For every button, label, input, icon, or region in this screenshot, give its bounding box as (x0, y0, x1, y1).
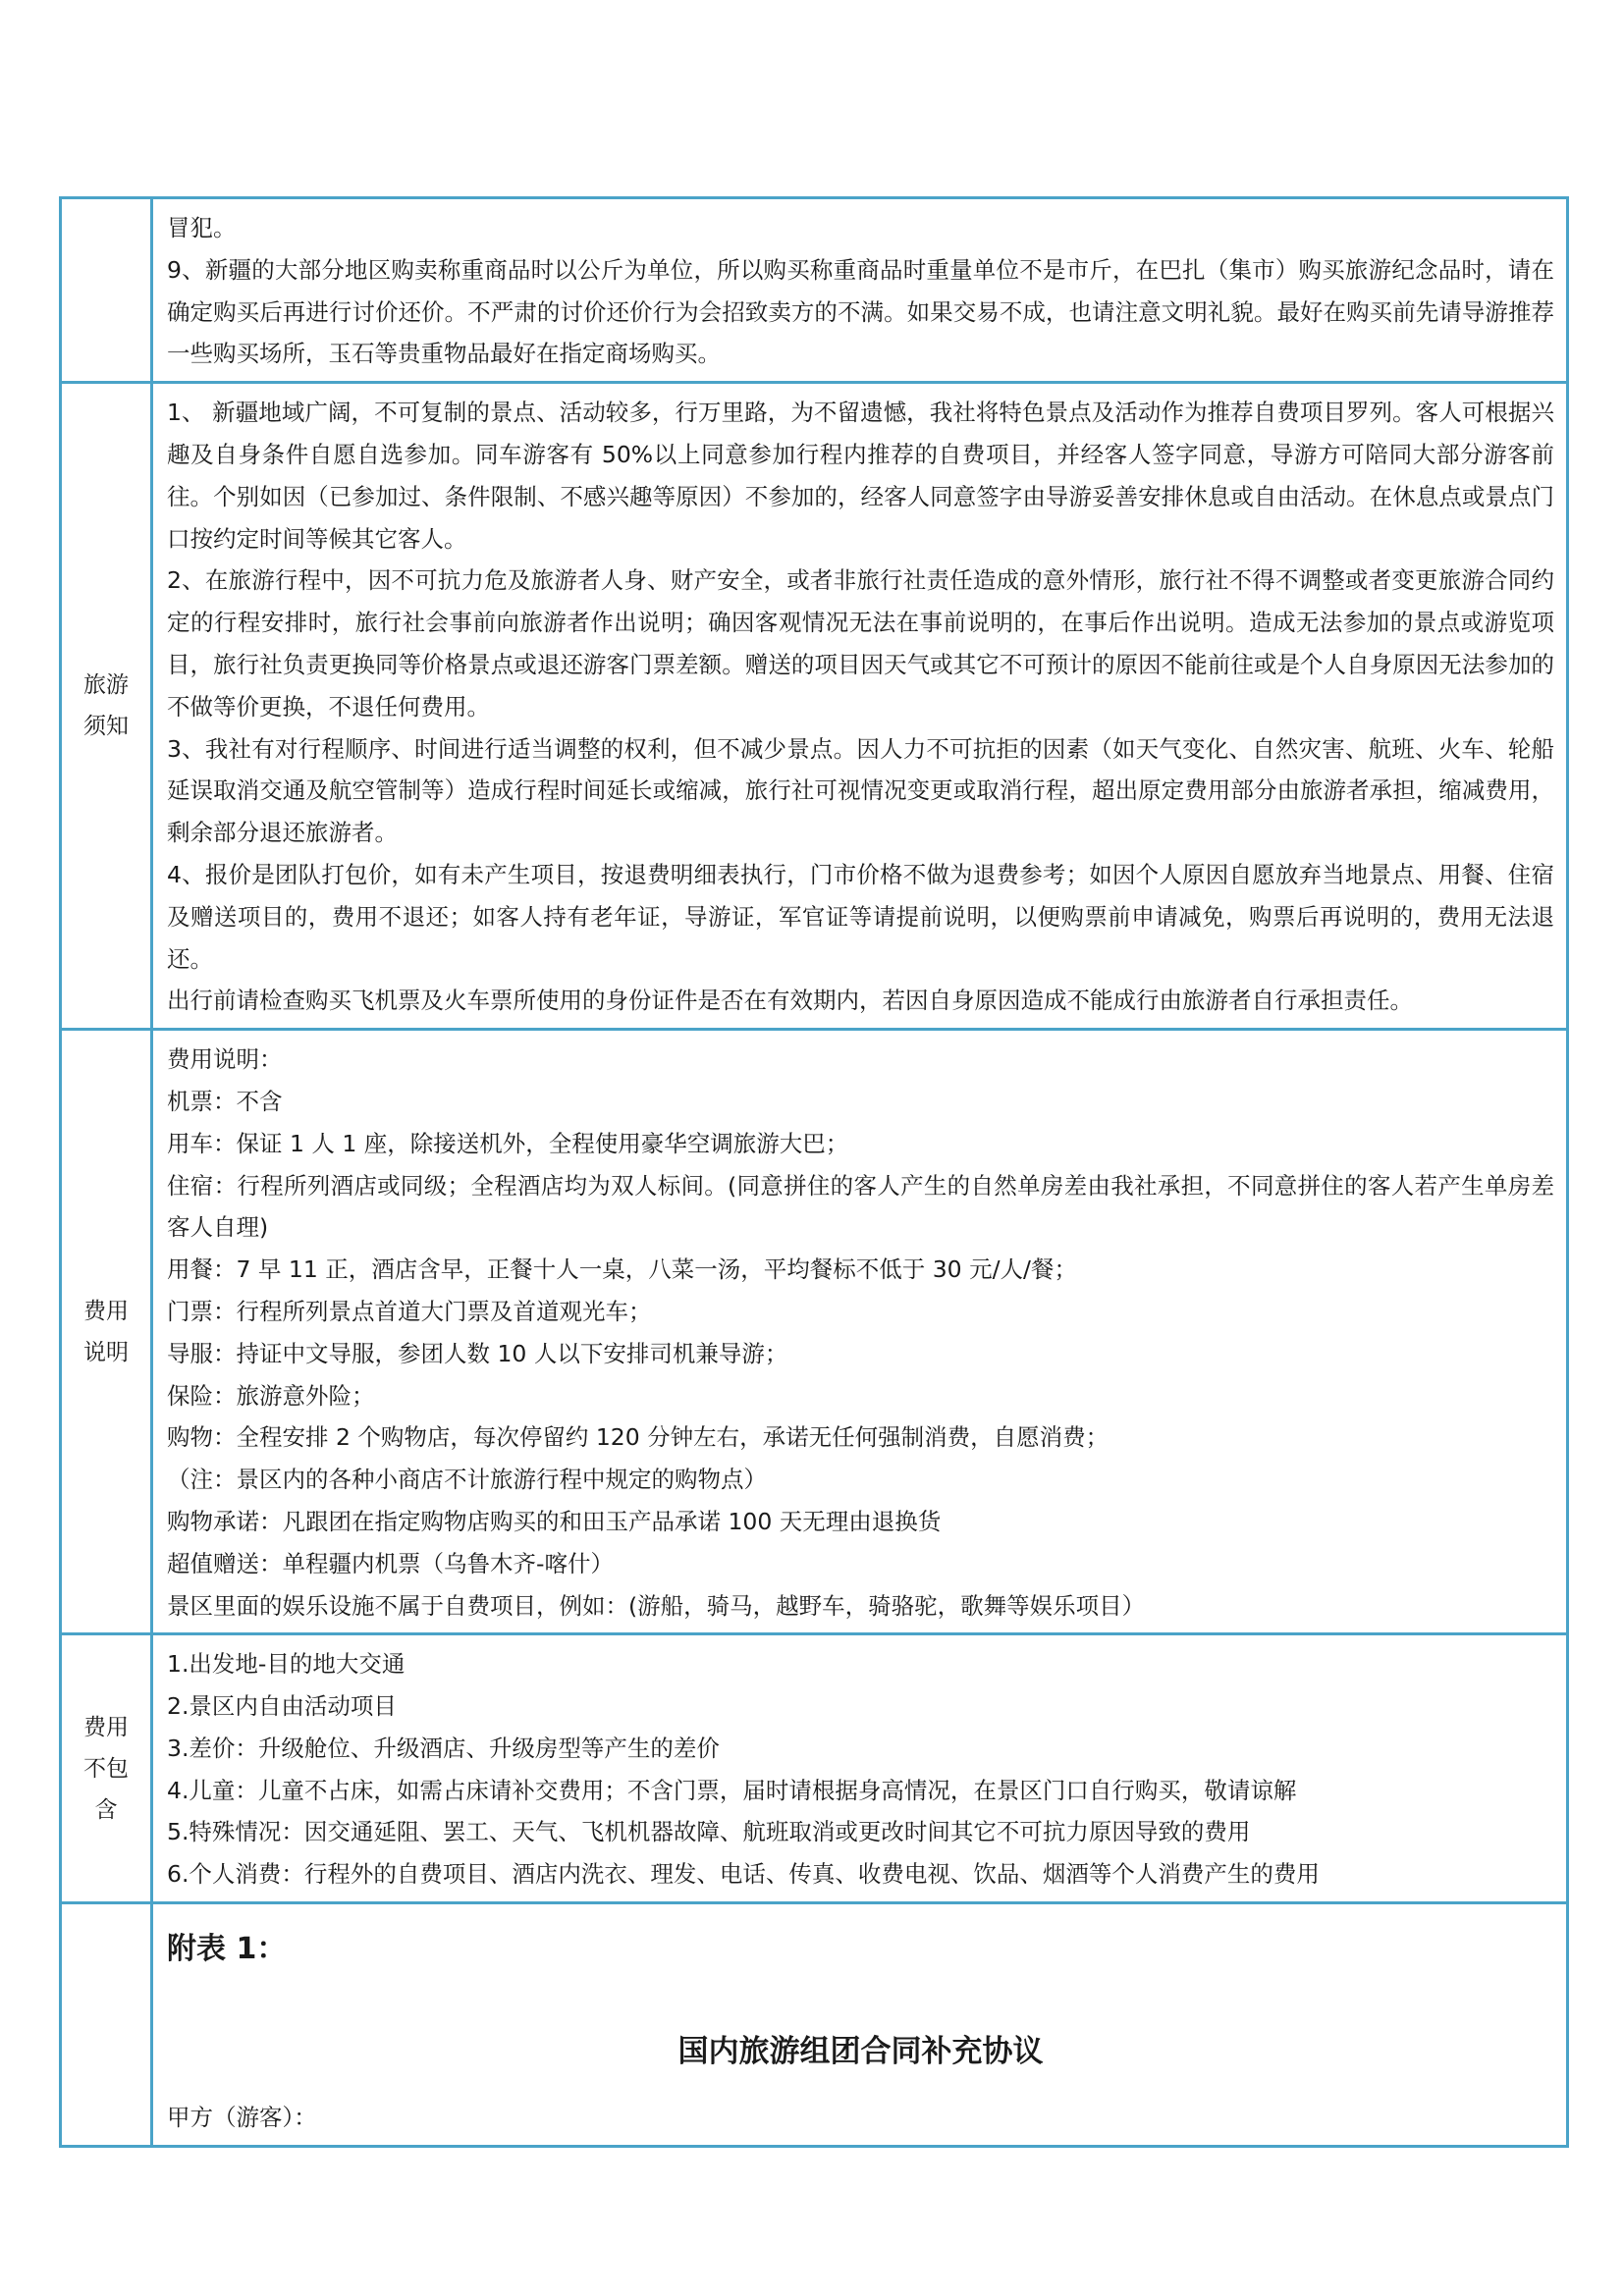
travel-notice-paragraph: 4、报价是团队打包价，如有未产生项目，按退费明细表执行，门市价格不做为退费参考；如因个人原因自愿放弃当地景点、用餐、住宿及赠送项目的，费用不退还；如客人持有老年证，导游证，军官证等请提前说明，以便购票前申请减免，购票后再说明的，费用无法退还。 (167, 860, 1554, 973)
fee-item: 门票：行程所列景点首道大门票及首道观光车； (167, 1297, 652, 1325)
row-label-line: 含 (94, 1796, 118, 1823)
continuation-content-cell (152, 198, 1568, 383)
row-label-line: 旅游 (83, 672, 129, 699)
excluded-item: 4.儿童：儿童不占床，如需占床请补交费用；不含门票，届时请根据身高情况，在景区门口自行购买，敬请谅解 (167, 1776, 1297, 1804)
row-label-line: 不包 (83, 1755, 129, 1782)
annex-label-cell (61, 1903, 152, 2147)
fee-item: 保险：旅游意外险； (167, 1381, 375, 1410)
agreement-title: 国内旅游组团合同补充协议 (677, 2034, 1044, 2070)
fee-description-label-cell (61, 1030, 152, 1634)
annex-row (61, 1903, 1568, 2147)
travel-notice-paragraph: 2、在旅游行程中，因不可抗力危及旅游者人身、财产安全，或者非旅行社责任造成的意外情形，旅行社不得不调整或者变更旅游合同约定的行程安排时，旅行社会事前向旅游者作出说明；确因客观情况无法在事前说明的，在事后作出说明。造成无法参加的景点或游览项目，旅行社负责更换同等价格景点或退还游客门票差额。赠送的项目因天气或其它不可预计的原因不能前往或是个人自身原因无法参加的不做等价更换，不退任何费用。 (167, 566, 1554, 721)
excluded-item: 2.景区内自由活动项目 (167, 1692, 397, 1721)
fee-description-content-cell (152, 1030, 1568, 1634)
fee-item: 住宿：行程所列酒店或同级；全程酒店均为双人标间。(同意拼住的客人产生的自然单房差由我社承担，不同意拼住的客人若产生单房差客人自理) (167, 1171, 1554, 1242)
continuation-label-cell (61, 198, 152, 383)
fee-item: （注：景区内的各种小商店不计旅游行程中规定的购物点） (167, 1466, 767, 1494)
annex-content-cell (152, 1903, 1568, 2147)
fee-excluded-label-cell (61, 1634, 152, 1903)
travel-notice-content-cell (152, 383, 1568, 1030)
excluded-item: 1.出发地-目的地大交通 (167, 1650, 406, 1679)
row-label-line: 费用 (83, 1298, 129, 1324)
fee-excluded-row (61, 1634, 1568, 1903)
fee-item: 景区里面的娱乐设施不属于自费项目，例如：(游船，骑马，越野车，骑骆驼，歌舞等娱乐项目） (167, 1591, 1146, 1620)
annex-title: 附表 1： (167, 1932, 287, 1967)
fee-item: 用车：保证 1 人 1 座，除接送机外，全程使用豪华空调旅游大巴； (167, 1129, 849, 1157)
continuation-paragraph: 冒犯。 (167, 214, 237, 241)
travel-notice-row (61, 383, 1568, 1030)
travel-notice-paragraph: 出行前请检查购买飞机票及火车票所使用的身份证件是否在有效期内，若因自身原因造成不能成行由旅游者自行承担责任。 (167, 987, 1413, 1015)
fee-description-row (61, 1030, 1568, 1634)
fee-excluded-content-cell (152, 1634, 1568, 1903)
fee-item: 导服：持证中文导服，参团人数 10 人以下安排司机兼导游； (167, 1339, 788, 1367)
excluded-item: 5.特殊情况：因交通延阻、罢工、天气、飞机机器故障、航班取消或更改时间其它不可抗力原因导致的费用 (167, 1818, 1251, 1846)
fee-item: 超值赠送：单程疆内机票（乌鲁木齐-喀什） (167, 1549, 614, 1577)
row-label-line: 费用 (83, 1714, 129, 1740)
continuation-paragraph: 9、新疆的大部分地区购卖称重商品时以公斤为单位，所以购买称重商品时重量单位不是市斤，在巴扎（集市）购买旅游纪念品时，请在确定购买后再进行讨价还价。不严肃的讨价还价行为会招致卖方的不满。如果交易不成，也请注意文明礼貌。最好在购买前先请导游推荐一些购买场所，玉石等贵重物品最好在指定商场购买。 (167, 255, 1554, 368)
fee-item: 机票：不含 (167, 1087, 283, 1115)
excluded-item: 6.个人消费：行程外的自费项目、酒店内洗衣、理发、电话、传真、收费电视、饮品、烟酒等个人消费产生的费用 (167, 1860, 1320, 1889)
row-label-line: 说明 (83, 1339, 129, 1365)
itinerary-terms-table (59, 196, 1569, 2148)
row-label-line: 须知 (83, 714, 129, 740)
fee-item: 购物：全程安排 2 个购物店，每次停留约 120 分钟左右，承诺无任何强制消费，自愿消费； (167, 1423, 1110, 1452)
fee-item: 购物承诺：凡跟团在指定购物店购买的和田玉产品承诺 100 天无理由退换货 (167, 1507, 942, 1535)
travel-notice-label-cell (61, 383, 152, 1030)
excluded-item: 3.差价：升级舱位、升级酒店、升级房型等产生的差价 (167, 1734, 720, 1762)
party-a-line: 甲方（游客）： (167, 2104, 317, 2132)
travel-notice-paragraph: 1、 新疆地域广阔，不可复制的景点、活动较多，行万里路，为不留遗憾，我社将特色景点及活动作为推荐自费项目罗列。客人可根据兴趣及自身条件自愿自选参加。同车游客有 50%以上同意参加行程内推荐的自费项目，并经客人签字同意，导游方可陪同大部分游客前往。个别如因（已参加过、条件限制、不感兴趣等原因）不参加的，经客人同意签字由导游妥善安排休息或自由活动。在休息点或景点门口按约定时间等候其它客人。 (167, 399, 1554, 553)
fee-item: 用餐：7 早 11 正，酒店含早，正餐十人一桌，八菜一汤，平均餐标不低于 30 元/人/餐； (167, 1255, 1077, 1284)
continuation-row (61, 198, 1568, 383)
fee-item: 费用说明： (167, 1045, 283, 1074)
travel-notice-paragraph: 3、我社有对行程顺序、时间进行适当调整的权利，但不减少景点。因人力不可抗拒的因素（如天气变化、自然灾害、航班、火车、轮船延误取消交通及航空管制等）造成行程时间延长或缩减，旅行社可视情况变更或取消行程，超出原定费用部分由旅游者承担，缩减费用，剩余部分退还旅游者。 (167, 734, 1554, 847)
